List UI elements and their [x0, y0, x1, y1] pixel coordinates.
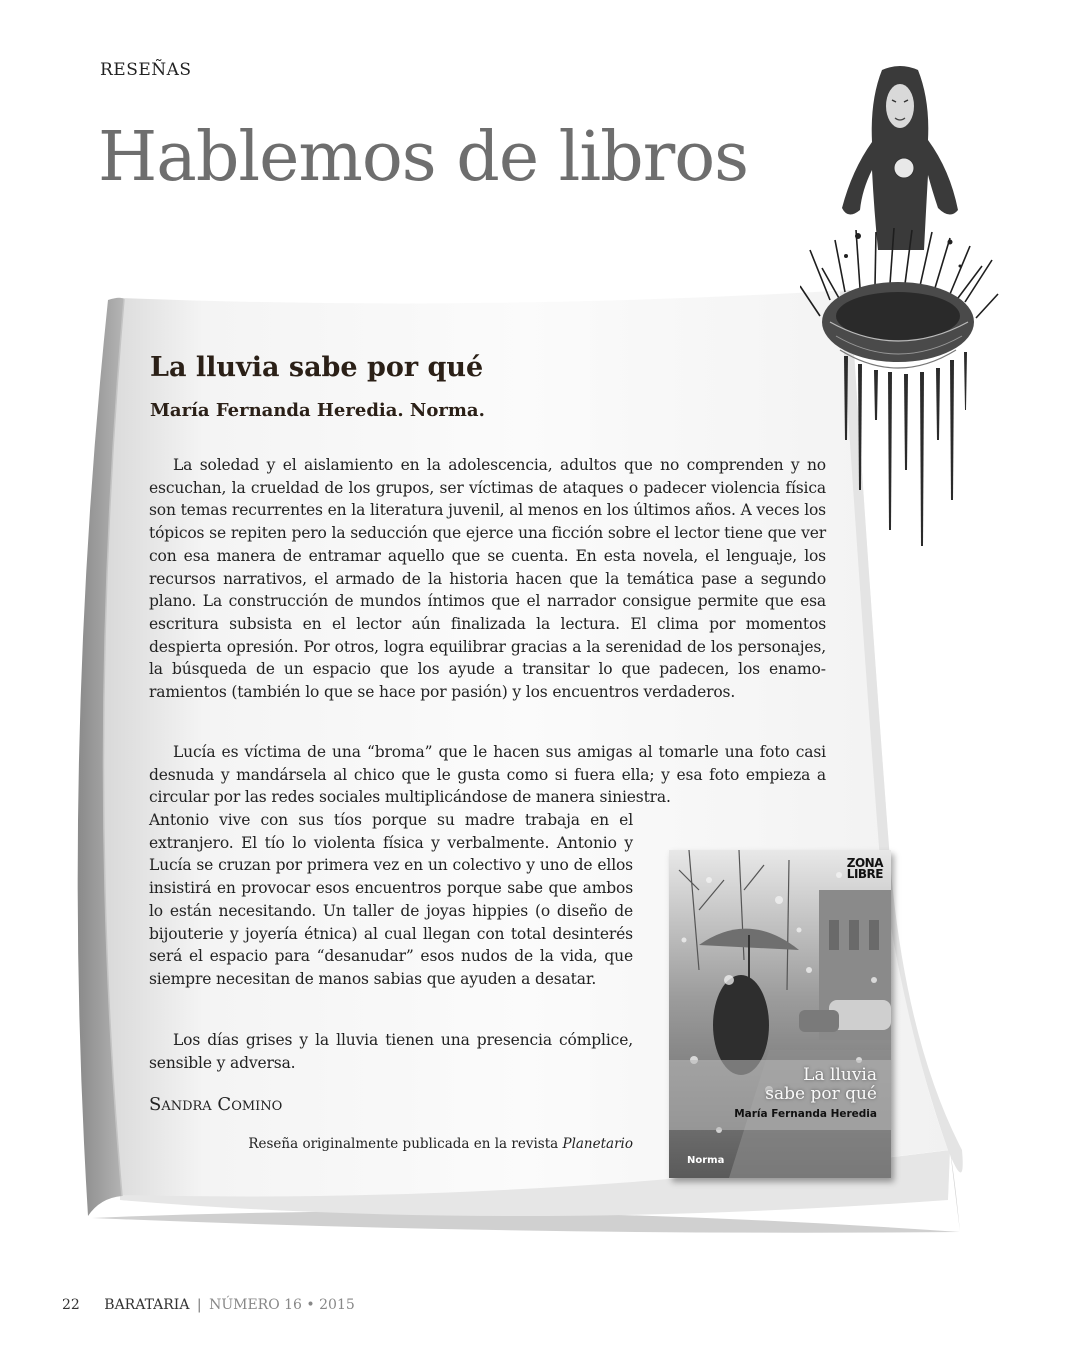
cover-series-logo — [847, 858, 883, 880]
footer-separator: | — [196, 1297, 202, 1313]
cover-author: María Fernanda Heredia — [734, 1108, 877, 1120]
publication-name: Planetario — [562, 1136, 633, 1152]
magazine-name: BARATARIA — [104, 1297, 190, 1313]
review-paragraph-2-end: Antonio vive con sus tíos porque su madre trabaja en el extranjero. El tío lo violenta física y verbalmente. Antonio y Lucía se cruzan por primera vez en un colectivo y uno de ellos insistirá en provocar esos encuentros porque sabe que ambos lo están necesitando. Un taller de joyas hippies (o diseño de bijouterie y joyería étnica) al cual llegan con total desinterés será el espacio para “desanudar” esos nudos de la vida, que siempre necesitan de manos sabias que ayuden a desatar. — [149, 811, 633, 988]
page-number: 22 — [62, 1297, 80, 1313]
issue-number: NÚMERO 16 — [209, 1297, 302, 1313]
page-title: Hablemos de libros — [98, 118, 749, 197]
review-paragraph-3: Los días grises y la lluvia tienen una presencia cómplice, sensible y adversa. — [149, 1031, 633, 1072]
issue-year: 2015 — [319, 1297, 355, 1313]
cover-publisher: Norma — [687, 1155, 725, 1166]
book-cover-photo — [669, 850, 891, 1178]
review-paragraph-2-start: Lucía es víctima de una “broma” que le hacen sus amigas al tomarle una foto casi desnuda y mandársela al chico que le gusta como si fuera ella; y esa foto empieza a circular por las redes sociales multiplicándose de manera siniestra. — [149, 743, 826, 807]
page-footer — [62, 1297, 355, 1313]
review-author: Sandra Comino — [149, 1094, 283, 1115]
book-cover — [669, 850, 891, 1178]
footer-bullet: • — [306, 1297, 315, 1313]
publication-note-prefix: Reseña originalmente publicada en la revista — [248, 1136, 559, 1152]
cover-series-line-2: LIBRE — [846, 867, 883, 881]
review-paragraph-1: La soledad y el aislamiento en la adolescencia, adultos que no comprenden y no escuchan, la crueldad de los grupos, ser víctimas de ataques o padecer violencia física son temas recurrentes en la literatura juvenil, al menos en los últimos años. A veces los tópicos se repiten pero la seducción que ejerce una ficción sobre el lector tiene que ver con esa manera de entramar aquello que se cuenta. En esta novela, el lenguaje, los recursos narrativos, el armado de la historia hacen que la temática pase a segundo plano. La construcción de mundos íntimos que el narrador consigue permite que esa escritura subsista en el lector aún finalizada la lectura. El clima por momentos despierta opresión. Por otros, logra equilibrar gracias a la serenidad de los personajes, la búsqueda de un espacio que los ayude a transitar lo que padecen, los enamoramientos (también lo que se hace por pasión) y los encuentros verdaderos. — [149, 456, 826, 702]
review-title: La lluvia sabe por qué — [150, 352, 484, 383]
publication-note — [150, 1136, 633, 1152]
review-subtitle: María Fernanda Heredia. Norma. — [150, 400, 485, 421]
section-label: RESEÑAS — [100, 60, 192, 80]
figure-illustration — [800, 60, 1000, 550]
cover-series-line-1: ZONA — [846, 856, 883, 870]
cover-title: La lluvia sabe por qué — [765, 1065, 877, 1104]
